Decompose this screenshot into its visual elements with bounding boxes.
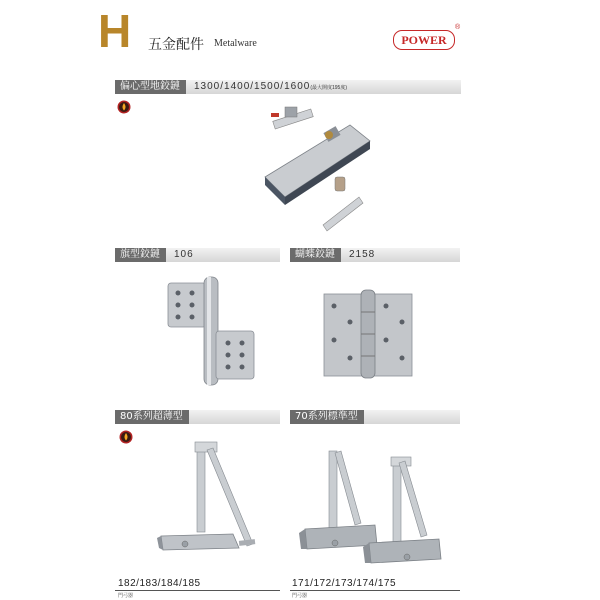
- closer-70-models: 171/172/173/174/175: [292, 578, 397, 589]
- butterfly-hinge-label: 蝴蝶鉸鏈: [290, 248, 341, 262]
- closer-80-title-bar: [115, 410, 280, 424]
- butterfly-hinge-code: 2158: [349, 249, 376, 260]
- closer-80-divider: [115, 590, 280, 591]
- category-subtitle: Metalware: [214, 38, 257, 49]
- closer-80-label: 80系列超薄型: [115, 410, 189, 424]
- door-closer-icon: [155, 440, 265, 560]
- fire-rated-badge-icon: [119, 430, 133, 444]
- closer-70-label: 70系列標準型: [290, 410, 364, 424]
- flag-hinge-label: 旗型鉸鏈: [115, 248, 166, 262]
- brand-logo: POWER: [393, 30, 455, 50]
- floor-hinge-note: (最大開度195度): [310, 85, 348, 91]
- closer-70-divider: [290, 590, 460, 591]
- flag-hinge-title-bar: [115, 248, 280, 262]
- butterfly-hinge-title-bar: [290, 248, 460, 262]
- floor-hinge-title-bar: [115, 80, 461, 94]
- floor-hinge-icon: [255, 105, 375, 240]
- butterfly-hinge-icon: [320, 288, 415, 380]
- closer-80-models: 182/183/184/185: [118, 578, 201, 589]
- flag-hinge-code: 106: [174, 249, 194, 260]
- closer-70-type: 門弓器: [292, 593, 308, 599]
- floor-hinge-codes: 1300/1400/1500/1600(最大開度195度): [194, 81, 348, 92]
- door-closer-pair-icon: [295, 445, 455, 570]
- fire-rated-badge-icon: [117, 100, 131, 114]
- closer-70-title-bar: [290, 410, 460, 424]
- floor-hinge-label: 偏心型地鉸鏈: [115, 80, 186, 94]
- section-letter: H: [98, 5, 132, 57]
- brand-registered-mark: ®: [455, 24, 461, 31]
- category-title: 五金配件: [148, 37, 204, 53]
- flag-hinge-icon: [160, 275, 260, 390]
- closer-80-type: 門弓器: [118, 593, 134, 599]
